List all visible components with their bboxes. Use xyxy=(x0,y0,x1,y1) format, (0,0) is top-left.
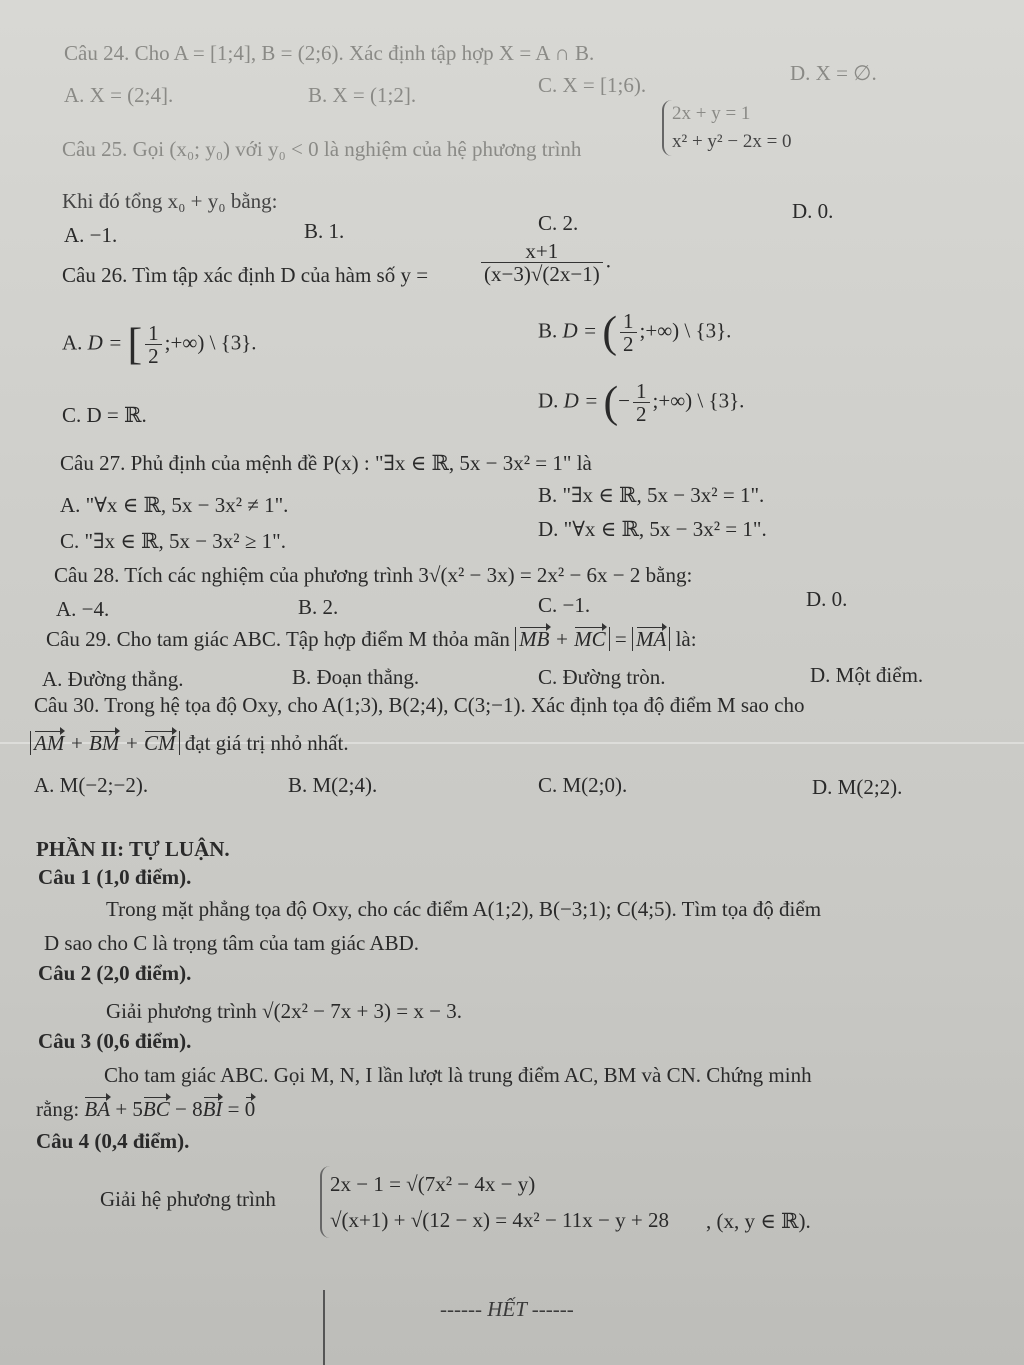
option-b-set: D = xyxy=(562,318,598,343)
vector-bi: BI xyxy=(202,1097,223,1121)
question-26-numerator: x+1 xyxy=(481,240,603,263)
question-30-stem-end: đạt giá trị nhỏ nhất. xyxy=(184,731,349,755)
essay-3-text-2 xyxy=(36,1096,255,1122)
essay-4-equation-1: 2x − 1 = √(7x² − 4x − y) xyxy=(330,1172,536,1196)
question-26-function: $\frac{x+1}{(x-3)√(2x-1)}$ . xyxy=(478,240,611,285)
option-d-set: D = xyxy=(563,388,599,413)
question-26-option-c: C. D = ℝ. xyxy=(62,403,147,427)
question-25-option-c: C. 2. xyxy=(538,211,579,235)
option-b-label: B. xyxy=(538,318,558,343)
essay-3-equals: = xyxy=(227,1097,240,1121)
vector-ba: BA xyxy=(84,1097,111,1121)
question-24-option-a: A. X = (2;4]. xyxy=(64,83,174,107)
question-24-option-b: B. X = (1;2]. xyxy=(308,83,417,107)
option-b-interval-end: ;+∞) \ {3}. xyxy=(639,318,732,343)
question-30-option-a: A. M(−2;−2). xyxy=(34,773,149,797)
question-26-denominator: (x−3)√(2x−1) xyxy=(484,262,600,286)
essay-4-system xyxy=(320,1166,669,1238)
question-30-option-c: C. M(2;0). xyxy=(538,773,628,797)
question-30-option-d: D. M(2;2). xyxy=(812,775,903,799)
question-30-stem-2: AM + BM + CM đạt giá trị nhỏ nhất. xyxy=(30,730,349,756)
vector-bm: BM xyxy=(89,731,120,755)
question-29-option-c: C. Đường tròn. xyxy=(538,665,666,689)
option-a-frac-num: 1 xyxy=(145,322,162,345)
question-29-stem-end: là: xyxy=(675,627,697,651)
paper-crease xyxy=(323,1290,325,1365)
question-24-stem: Câu 24. Cho A = [1;4], B = (2;6). Xác định tập hợp X = A ∩ B. xyxy=(64,41,595,65)
option-d-minus: − xyxy=(618,388,631,413)
vector-cm: CM xyxy=(144,731,176,755)
vector-mb: MB xyxy=(519,627,550,651)
vector-mc: MC xyxy=(574,627,606,651)
question-25-equation-1: 2x + y = 1 xyxy=(672,103,751,124)
question-25-option-d: D. 0. xyxy=(792,199,834,223)
essay-1-text-1: Trong mặt phẳng tọa độ Oxy, cho các điểm A(1;2), B(−3;1); C(4;5). Tìm tọa độ điểm xyxy=(106,897,822,921)
question-27-option-b: B. "∃x ∈ ℝ, 5x − 3x² = 1". xyxy=(538,483,765,507)
essay-4-title: Câu 4 (0,4 điểm). xyxy=(36,1129,190,1153)
vector-am: AM xyxy=(34,731,65,755)
question-26-option-a: A. D = [ $\frac{1}{2}$ ;+∞) \ {3}. xyxy=(62,319,257,369)
essay-2-text: Giải phương trình √(2x² − 7x + 3) = x − 3. xyxy=(106,999,462,1023)
essay-4-domain: , (x, y ∈ ℝ). xyxy=(706,1209,811,1233)
option-d-interval-end: ;+∞) \ {3}. xyxy=(652,388,745,413)
option-a-interval-end: ;+∞) \ {3}. xyxy=(164,330,257,355)
question-30-stem: Câu 30. Trong hệ tọa độ Oxy, cho A(1;3), B(2;4), C(3;−1). Xác định tọa độ điểm M sao cho xyxy=(34,693,805,717)
essay-4-equation-2: √(x+1) + √(12 − x) = 4x² − 11x − y + 28 xyxy=(330,1208,669,1232)
option-d-frac-num: 1 xyxy=(633,380,650,403)
essay-1-text-2: D sao cho C là trọng tâm của tam giác ABD. xyxy=(44,931,419,955)
option-d-frac-den: 2 xyxy=(636,402,647,426)
question-25-system xyxy=(662,100,792,156)
vector-bc: BC xyxy=(142,1097,170,1121)
option-a-set: D = xyxy=(87,330,123,355)
option-a-label: A. xyxy=(62,330,83,355)
essay-4-pre: Giải hệ phương trình xyxy=(100,1187,276,1211)
question-27-option-c: C. "∃x ∈ ℝ, 5x − 3x² ≥ 1". xyxy=(60,529,286,553)
question-29-stem-text: Câu 29. Cho tam giác ABC. Tập hợp điểm M thỏa mãn xyxy=(46,627,510,651)
question-28-option-c: C. −1. xyxy=(538,593,591,617)
question-28-option-b: B. 2. xyxy=(298,595,339,619)
question-29-stem: Câu 29. Cho tam giác ABC. Tập hợp điểm M thỏa mãn MB + MC = MA là: xyxy=(46,627,697,651)
question-26-option-b: B. D = ( $\frac{1}{2}$ ;+∞) \ {3}. xyxy=(538,307,732,357)
vector-ma: MA xyxy=(636,627,667,651)
essay-3-plus-five: + 5 xyxy=(115,1097,143,1121)
essay-3-minus-eight: − 8 xyxy=(175,1097,203,1121)
question-28-option-d: D. 0. xyxy=(806,587,848,611)
question-25-stem-2: Khi đó tổng x₀ + y₀ bằng: xyxy=(62,189,278,213)
zero-vector: 0 xyxy=(244,1097,256,1121)
question-25-option-a: A. −1. xyxy=(64,223,118,247)
question-25-option-b: B. 1. xyxy=(304,219,345,243)
question-26-option-d: D. D = (− $\frac{1}{2}$ ;+∞) \ {3}. xyxy=(538,377,745,427)
question-27-option-d: D. "∀x ∈ ℝ, 5x − 3x² = 1". xyxy=(538,517,767,541)
question-29-option-a: A. Đường thẳng. xyxy=(42,667,184,691)
option-d-label: D. xyxy=(538,388,559,413)
end-marker: ------ HẾT ------ xyxy=(440,1297,574,1321)
question-24-option-c: C. X = [1;6). xyxy=(538,73,647,97)
essay-3-text-1: Cho tam giác ABC. Gọi M, N, I lần lượt là trung điểm AC, BM và CN. Chứng minh xyxy=(104,1063,812,1087)
essay-1-title: Câu 1 (1,0 điểm). xyxy=(38,865,192,889)
question-26-stem: Câu 26. Tìm tập xác định D của hàm số y = xyxy=(62,263,429,287)
question-29-option-d: D. Một điểm. xyxy=(810,663,924,687)
part-2-title: PHẦN II: TỰ LUẬN. xyxy=(36,837,230,861)
question-30-option-b: B. M(2;4). xyxy=(288,773,378,797)
essay-3-ranga: rằng: xyxy=(36,1097,80,1121)
question-24-option-d: D. X = ∅. xyxy=(790,61,877,85)
question-28-stem: Câu 28. Tích các nghiệm của phương trình 3√(x² − 3x) = 2x² − 6x − 2 bằng: xyxy=(54,563,693,587)
option-b-frac-den: 2 xyxy=(623,332,634,356)
question-27-stem: Câu 27. Phủ định của mệnh đề P(x) : "∃x ∈ ℝ, 5x − 3x² = 1" là xyxy=(60,451,592,475)
question-25-stem: Câu 25. Gọi (x₀; y₀) với y₀ < 0 là nghiệm của hệ phương trình xyxy=(62,137,582,161)
essay-2-title: Câu 2 (2,0 điểm). xyxy=(38,961,192,985)
essay-3-title: Câu 3 (0,6 điểm). xyxy=(38,1029,192,1053)
option-a-frac-den: 2 xyxy=(148,344,159,368)
question-29-option-b: B. Đoạn thẳng. xyxy=(292,665,420,689)
question-27-option-a: A. "∀x ∈ ℝ, 5x − 3x² ≠ 1". xyxy=(60,493,289,517)
question-28-option-a: A. −4. xyxy=(56,597,110,621)
question-25-equation-2: x² + y² − 2x = 0 xyxy=(672,131,792,152)
option-b-frac-num: 1 xyxy=(620,310,637,333)
